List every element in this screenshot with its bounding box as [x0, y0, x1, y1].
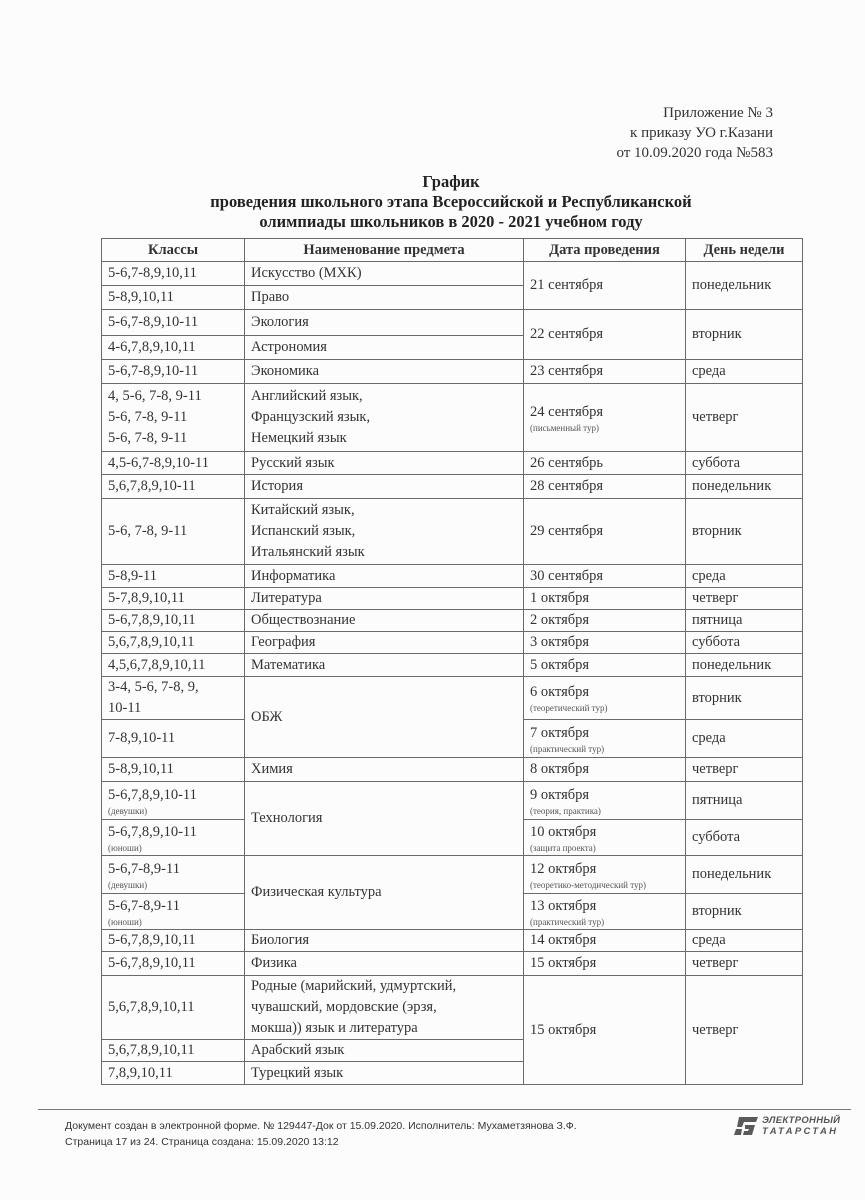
- classes-cell: 5,6,7,8,9,10,11: [102, 1040, 245, 1062]
- subject-cell: История: [245, 475, 524, 499]
- subject-cell: Физика: [245, 952, 524, 976]
- classes-line: 10-11: [108, 700, 142, 716]
- subject-cell: Биология: [245, 930, 524, 952]
- table-row: [102, 499, 803, 565]
- classes-cell: 5-6,7,8,9,10,11: [102, 952, 245, 976]
- date-text: 24 сентября: [530, 403, 604, 420]
- date-cell: [524, 820, 686, 856]
- day-cell: пятница: [686, 782, 803, 820]
- subject-cell: Информатика: [245, 565, 524, 588]
- subject-cell: [245, 499, 524, 565]
- table-row: [102, 310, 803, 336]
- title-line-2: проведения школьного этапа Всероссийской и Республиканской: [210, 192, 692, 211]
- table-header-row: [102, 239, 803, 262]
- subject-cell: Турецкий язык: [245, 1062, 524, 1085]
- classes-cell: 5-8,9,10,11: [102, 758, 245, 782]
- classes-cell: 5-8,9-11: [102, 565, 245, 588]
- classes-note: (юноши): [108, 842, 142, 853]
- subject-cell: Русский язык: [245, 452, 524, 475]
- day-cell: понедельник: [686, 856, 803, 894]
- title-line-3: олимпиады школьников в 2020 - 2021 учебном году: [259, 212, 643, 231]
- date-cell: 1 октября: [524, 588, 686, 610]
- date-note: (теоретический тур): [530, 703, 608, 713]
- date-text: 10 октября: [530, 823, 597, 840]
- logo-line-1: ЭЛЕКТРОННЫЙ: [762, 1115, 841, 1126]
- table-row: [102, 782, 803, 820]
- classes-cell: [102, 384, 245, 452]
- table-row: [102, 976, 803, 1040]
- classes-line: 3-4, 5-6, 7-8, 9,: [108, 679, 199, 695]
- table-row: [102, 856, 803, 894]
- date-text: 6 октября: [530, 684, 590, 700]
- subject-line: Китайский язык,: [251, 502, 355, 518]
- appendix-reference: [616, 103, 773, 163]
- classes-cell: 5-6,7,8,9,10,11: [102, 610, 245, 632]
- column-header-day: День недели: [686, 239, 803, 262]
- classes-text: 5-6,7,8,9,10-11: [108, 823, 197, 840]
- table-row: [102, 610, 803, 632]
- classes-cell: 5,6,7,8,9,10,11: [102, 976, 245, 1040]
- day-cell: вторник: [686, 499, 803, 565]
- date-note: (теория, практика): [530, 805, 601, 816]
- subject-line: Испанский язык,: [251, 523, 356, 539]
- subject-cell: Экономика: [245, 360, 524, 384]
- classes-cell: 4,5-6,7-8,9,10-11: [102, 452, 245, 475]
- date-cell: 14 октября: [524, 930, 686, 952]
- title-line-1: График: [422, 172, 480, 191]
- subject-line: Английский язык,: [251, 388, 363, 404]
- classes-cell: 7,8,9,10,11: [102, 1062, 245, 1085]
- table-row: [102, 262, 803, 286]
- day-cell: вторник: [686, 894, 803, 930]
- subject-cell: Физическая культура: [245, 856, 524, 930]
- date-cell: 5 октября: [524, 654, 686, 677]
- date-cell: 15 октября: [524, 952, 686, 976]
- document-title: [100, 172, 802, 232]
- table-row: [102, 930, 803, 952]
- classes-cell: 5-6,7-8,9,10-11: [102, 360, 245, 384]
- column-header-classes: Классы: [102, 239, 245, 262]
- day-cell: понедельник: [686, 654, 803, 677]
- classes-cell: 5-6,7-8,9,10,11: [102, 262, 245, 286]
- day-cell: четверг: [686, 384, 803, 452]
- classes-cell: [102, 820, 245, 856]
- electronic-tatarstan-logo: [733, 1115, 840, 1137]
- footer-document-info: Документ создан в электронной форме. № 129447-Док от 15.09.2020. Исполнитель: Мухаметзянова З.Ф.: [65, 1120, 577, 1132]
- date-cell: 28 сентября: [524, 475, 686, 499]
- classes-cell: 5-6,7-8,9,10-11: [102, 310, 245, 336]
- subject-line: Итальянский язык: [251, 544, 365, 560]
- appendix-date: от 10.09.2020 года №583: [616, 145, 773, 161]
- subject-cell: Искусство (МХК): [245, 262, 524, 286]
- date-cell: 3 октября: [524, 632, 686, 654]
- subject-cell: Обществознание: [245, 610, 524, 632]
- classes-cell: 5-6,7,8,9,10,11: [102, 930, 245, 952]
- classes-cell: 4,5,6,7,8,9,10,11: [102, 654, 245, 677]
- classes-text: 5-6,7-8,9-11: [108, 860, 180, 877]
- classes-line: 4, 5-6, 7-8, 9-11: [108, 388, 202, 404]
- appendix-number: Приложение № 3: [663, 105, 773, 121]
- date-cell: 8 октября: [524, 758, 686, 782]
- subject-cell: [245, 384, 524, 452]
- date-note: (защита проекта): [530, 842, 596, 853]
- day-cell: среда: [686, 565, 803, 588]
- date-cell: [524, 677, 686, 720]
- subject-cell: [245, 976, 524, 1040]
- table-row: [102, 677, 803, 720]
- subject-line: Родные (марийский, удмуртский,: [251, 978, 457, 994]
- date-cell: [524, 782, 686, 820]
- date-note: (теоретико-методический тур): [530, 879, 647, 890]
- classes-note: (юноши): [108, 916, 142, 927]
- date-text: 9 октября: [530, 786, 590, 803]
- date-cell: 2 октября: [524, 610, 686, 632]
- classes-cell: [102, 856, 245, 894]
- classes-cell: 5,6,7,8,9,10,11: [102, 632, 245, 654]
- classes-note: (девушки): [108, 805, 148, 816]
- day-cell: четверг: [686, 976, 803, 1085]
- subject-cell: Право: [245, 286, 524, 310]
- day-cell: понедельник: [686, 475, 803, 499]
- day-cell: среда: [686, 720, 803, 758]
- date-text: 7 октября: [530, 724, 590, 741]
- table-row: [102, 758, 803, 782]
- classes-line: 5-6, 7-8, 9-11: [108, 409, 188, 425]
- table-row: [102, 384, 803, 452]
- date-cell: 30 сентября: [524, 565, 686, 588]
- classes-text: 5-6,7,8,9,10-11: [108, 786, 197, 803]
- footer-divider: [38, 1109, 851, 1110]
- date-text: 12 октября: [530, 860, 597, 877]
- classes-cell: 5-7,8,9,10,11: [102, 588, 245, 610]
- column-header-date: Дата проведения: [524, 239, 686, 262]
- classes-text: 5-6,7-8,9-11: [108, 897, 180, 914]
- day-cell: суббота: [686, 452, 803, 475]
- date-note: (практический тур): [530, 916, 605, 927]
- schedule-table: [101, 238, 803, 1085]
- day-cell: понедельник: [686, 262, 803, 310]
- document-footer: [65, 1118, 577, 1150]
- column-header-subject: Наименование предмета: [245, 239, 524, 262]
- subject-cell: Арабский язык: [245, 1040, 524, 1062]
- day-cell: четверг: [686, 588, 803, 610]
- appendix-order: к приказу УО г.Казани: [630, 125, 773, 141]
- table-row: [102, 475, 803, 499]
- table-row: [102, 588, 803, 610]
- date-cell: [524, 856, 686, 894]
- date-cell: [524, 894, 686, 930]
- table-row: [102, 452, 803, 475]
- date-cell: 15 октября: [524, 976, 686, 1085]
- logo-text: [762, 1115, 840, 1137]
- date-cell: 26 сентябрь: [524, 452, 686, 475]
- date-cell: 29 сентября: [524, 499, 686, 565]
- date-note: (письменный тур): [530, 422, 599, 433]
- classes-cell: 7-8,9,10-11: [102, 720, 245, 758]
- subject-line: Немецкий язык: [251, 430, 347, 446]
- date-note: (практический тур): [530, 743, 605, 754]
- subject-cell: Математика: [245, 654, 524, 677]
- table-row: [102, 632, 803, 654]
- footer-page-info: Страница 17 из 24. Страница создана: 15.09.2020 13:12: [65, 1136, 339, 1148]
- subject-cell: Астрономия: [245, 336, 524, 360]
- classes-cell: [102, 677, 245, 720]
- date-cell: 22 сентября: [524, 310, 686, 360]
- date-text: 13 октября: [530, 897, 597, 914]
- subject-cell: Экология: [245, 310, 524, 336]
- day-cell: четверг: [686, 758, 803, 782]
- table-row: [102, 952, 803, 976]
- classes-line: 5-6, 7-8, 9-11: [108, 430, 188, 446]
- subject-line: мокша)) язык и литература: [251, 1020, 418, 1036]
- classes-cell: 4-6,7,8,9,10,11: [102, 336, 245, 360]
- subject-line: чувашский, мордовские (эрзя,: [251, 999, 437, 1015]
- table-row: [102, 565, 803, 588]
- classes-cell: 5-6, 7-8, 9-11: [102, 499, 245, 565]
- day-cell: суббота: [686, 632, 803, 654]
- day-cell: суббота: [686, 820, 803, 856]
- date-cell: 21 сентября: [524, 262, 686, 310]
- table-row: [102, 360, 803, 384]
- classes-cell: 5-8,9,10,11: [102, 286, 245, 310]
- logo-icon: [733, 1115, 759, 1137]
- classes-cell: [102, 782, 245, 820]
- day-cell: среда: [686, 360, 803, 384]
- classes-note: (девушки): [108, 879, 148, 890]
- subject-cell: Технология: [245, 782, 524, 856]
- table-row: [102, 654, 803, 677]
- subject-cell: Химия: [245, 758, 524, 782]
- classes-cell: [102, 894, 245, 930]
- date-cell: [524, 720, 686, 758]
- logo-line-2: ТАТАРСТАН: [762, 1126, 839, 1137]
- subject-cell: ОБЖ: [245, 677, 524, 758]
- date-cell: [524, 384, 686, 452]
- subject-cell: Литература: [245, 588, 524, 610]
- day-cell: вторник: [686, 677, 803, 720]
- day-cell: четверг: [686, 952, 803, 976]
- classes-cell: 5,6,7,8,9,10-11: [102, 475, 245, 499]
- day-cell: среда: [686, 930, 803, 952]
- date-cell: 23 сентября: [524, 360, 686, 384]
- day-cell: пятница: [686, 610, 803, 632]
- subject-cell: География: [245, 632, 524, 654]
- day-cell: вторник: [686, 310, 803, 360]
- subject-line: Французский язык,: [251, 409, 371, 425]
